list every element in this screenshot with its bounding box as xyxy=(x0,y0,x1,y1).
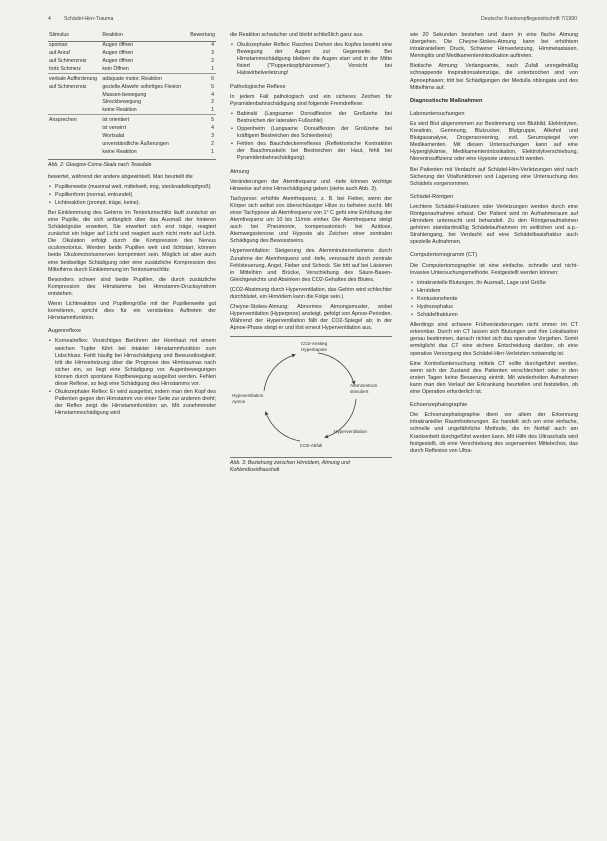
paragraph: Die Echoenzephalographie dient vor allem der Erkennung intrakranieller Raumforderungen. Es handelt sich um eine einfache, schnelle und ungefährliche Methode, die im Notfall auch am Krankenbett durchgeführt werden kann. Mit Hilfe des Ultraschalls wird festgestellt, ob eine Verschiebung des sogenannten Mittelechos, das durch Reflexion von Ultra- xyxy=(410,412,578,454)
figure-label-bottom-right: Hyperventilation xyxy=(334,429,367,435)
cell-stimulus xyxy=(48,107,101,115)
list-item: • Okulozephaler Reflex: Er wird ausgelöst, indem man den Kopf des Patienten gegen den Hirnstamm von einer Seite zur anderen dreht; der Reflex zeigt die Hirnstammfunktion an. Mit zunehmender Hirnstammschädigung wird xyxy=(55,389,216,417)
col-header-stimulus: Stimulus xyxy=(48,32,101,41)
subheading-computertomogramm: Computertomogramm (CT) xyxy=(410,252,478,259)
paragraph: Leichtere Schädel-Frakturen oder Verletzungen werden durch eine Röntgenaufnahme erfasst. Der Patient wird im Aufnahmeraum auf Hirnödem untersucht und behandelt. Zu den Röntgenaufnahmen gehören standardmäßig Schädelaufnahmen im seitlichen und a.p.-Strahlengang, bei Verdacht auf eine Schädelbasisfraktur auch spezielle Aufnahmen. xyxy=(410,203,578,246)
table-row xyxy=(48,125,216,133)
table-caption: Abb. 2: Glasgow-Coma-Skala nach Teasdale xyxy=(48,159,216,169)
cell-bewertung: 4 xyxy=(211,91,214,98)
figure-label-bottom: CO2-Abfall xyxy=(299,443,323,449)
cell-stimulus: auf Anruf xyxy=(49,50,70,57)
paragraph: Eine Kontrolluntersuchung mittels CT sollte durchgeführt werden, wenn sich der Zustand des Patienten verschlechtert oder in den ersten Tagen keine Besserung eintritt. Mit wiederholten Aufnahmen kann man den Verlauf der Erkrankung beurteilen und feststellen, ob eine Operation erforderlich ist. xyxy=(410,360,578,396)
cell-stimulus: auf Schmerzreiz xyxy=(49,83,87,90)
breathing-cycle-figure xyxy=(230,336,392,477)
cell-reaktion: gezielte Abwehr sofortiges Flexion xyxy=(102,83,182,90)
cell-stimulus xyxy=(48,148,101,156)
cell-bewertung: 4 xyxy=(211,125,214,132)
list-item: • Pupillenweite (maximal weit, mittelweit, eng, stecknadelkopfgroß) xyxy=(55,184,216,191)
cell-bewertung: 4 xyxy=(211,42,214,49)
cell-reaktion: ist verwirrt xyxy=(102,125,127,132)
list-item: • Oppenheim (Langsame Dorsalflexion der Großzehe bei kräftigem Bestreichen des Schienbeins) xyxy=(237,126,392,140)
cycle-arc-bottom-left xyxy=(266,413,300,441)
cell-stimulus xyxy=(48,133,101,141)
figure-label-left: Hypoventilation Apnoe xyxy=(232,393,264,404)
cell-bewertung: 3 xyxy=(211,50,214,57)
cell-stimulus: auf Schmerzreiz xyxy=(49,57,87,64)
column-3 xyxy=(410,32,578,458)
cell-reaktion: Augen öffnen xyxy=(102,57,134,64)
cell-bewertung: 2 xyxy=(211,140,214,147)
paragraph: In jedem Fall pathologisch und ein sicheres Zeichen für Pyramidenbahnschädigung sind folgende Fremdreflexe: xyxy=(230,93,392,107)
list-item: • Kontusionsherde xyxy=(417,296,578,303)
cell-reaktion: unverständliche Äußerungen xyxy=(102,140,169,147)
journal-reference: Deutsche Krankenpflegezeitschrift 7/1990 xyxy=(480,16,577,22)
column-1 xyxy=(48,32,216,420)
list-item: • intrakranielle Blutungen, ihr Ausmaß, Lage und Größe xyxy=(417,280,578,287)
table-row xyxy=(48,115,216,125)
table-row xyxy=(48,140,216,148)
cycle-arc-left-top xyxy=(264,355,294,391)
table-row xyxy=(48,107,216,115)
col-header-reaktion: Reaktion xyxy=(101,32,187,41)
cell-reaktion: Augen öffnen xyxy=(102,42,134,49)
table-row xyxy=(48,57,216,65)
subheading-atmung: Atmung xyxy=(230,168,250,175)
cell-stimulus xyxy=(48,99,101,107)
table-row xyxy=(48,83,216,91)
figure-label-right: Atemzentrum stimuliert xyxy=(350,383,378,394)
paragraph: Veränderungen der Atemfrequenz und -tiefe können wichtige Hinweise auf eine Hirnschädigung geben (siehe auch Abb. 3). xyxy=(230,178,392,192)
paragraph: Allerdings sind schwere Frühveränderungen nicht immer im CT erkennbar. Durch ein CT lassen sich Blutungen und ihre Lokalisation genau bestimmen, danach richtet sich das operative Vorgehen. Somit ermöglicht das CT eine sichere Entscheidung darüber, ob eine operative Versorgung des Schädel-Hirn-Verletzten notwendig ist. xyxy=(410,322,578,357)
list-item: • Babinski (Langsamer Dorsalflexion der Großzehe bei Bestreichen der lateralen Fußsohle) xyxy=(237,111,392,125)
cell-stimulus xyxy=(48,140,101,148)
page-number: 4 xyxy=(48,16,51,22)
table-row xyxy=(48,99,216,107)
paragraph: Besonders schwer sind beide Pupillen, die durch zusätzliche Kompression des Hirnstamms bei Hirnstamm-Drucksyndrom entstehen. xyxy=(48,276,216,297)
cell-bewertung: 6 xyxy=(187,73,216,83)
list-item: • Fehlen des Bauchdeckenreflexes (Reflektorische Kontraktion der Bauchmuskeln bei Bestreichen der Haut, fehlt bei Pyramidenbahnschädigung). xyxy=(237,141,392,162)
eye-reflex-list xyxy=(48,338,216,417)
pathological-reflex-list xyxy=(230,111,392,163)
running-header xyxy=(0,14,607,26)
cell-reaktion: Streckbewegung xyxy=(102,99,142,106)
paragraph: Bei Patienten mit Verdacht auf Schädel-Hirn-Verletzungen wird nach Sicherung der Vitalfunktionen und Lagerung eine Untersuchung des Schädels vorgenommen. xyxy=(410,166,578,187)
subheading-echoenzephalographie: Echoenzephalographie xyxy=(410,402,468,409)
table-row xyxy=(48,50,216,58)
cell-reaktion: Massen-bewegung xyxy=(102,91,147,98)
table-row xyxy=(48,148,216,156)
cell-bewertung: 2 xyxy=(211,99,214,106)
subheading-pathologische-reflexe: Pathologische Reflexe xyxy=(230,83,286,90)
pupil-criteria-list xyxy=(48,184,216,207)
col-header-bewertung: Bewertung xyxy=(187,32,216,41)
paragraph: Es wird Blut abgenommen zur Bestimmung von Blutbild, Elektrolyten, Kreatinin, Gerinnung, Blutzucker, Blutgruppe, Alkohol und Blutgasanalyse, Drogenscreening, evtl. Serumspiegel von Medikamenten. Mit diesen Untersuchungen kann auf eine Hyperglykämie, Medikamentenintoxikation, Elektrolytverschiebung, Niereninsuffizienz oder eine Hypoxie untersucht werden. xyxy=(410,120,578,163)
list-item: • Lichtreaktion (prompt, träge, keine). xyxy=(55,200,216,207)
figure-label-top: CO2-Anstieg Hyperkapnie xyxy=(300,341,328,352)
paragraph: die Reaktion schwächer und bleibt schließlich ganz aus. xyxy=(230,32,364,38)
cell-reaktion: Augen öffnen xyxy=(102,50,134,57)
paragraph: Bei Einklemmung des Gehirns im Tentoriumschlitz läuft zunächst an eine Pupille, die sich anfänglich über das Ausmaß der hinteren Schädelgrube erweitert. Sie erweitert sich erst träge, reagiert zunächst ein träger auf Licht und reagiert auch nicht mehr auf Licht. Die Okulation erfolgt durch die Kompression des Nervus oculomotorius. Werden beide Pupillen weit und lichtstarr, können beide Okulomotoriusnerven komprimiert sein. Möglich ist aber auch eine beidseitige Schädigung oder eine zusätzliche Kompression des Mittelhirns durch Einklemmung im Tentoriumschlitz. xyxy=(48,209,216,273)
paragraph: Tachypnoe: erhöhte Atemfrequenz, z. B. bei Fieber, wenn der Körper sich selbst von überschüssiger Hitze zu befreien sucht. Mit einer Tachypnoe ab Atemfrequenz von 1° C geht eine Erhöhung der Atemfrequenz um 10 bis 11/min einher. Die Atemfrequenz steigt auch bei Pneumonie, kompensatorisch bei Azidose, Atemwegsstenose und Hypoxie als Zeichen einer zentralen Schädigung des Bewusstseins. xyxy=(230,195,392,245)
cell-stimulus: trotz Schmerz xyxy=(49,65,81,72)
paragraph: bewertet, während der andere abgewinkelt. Man beurteilt die xyxy=(48,173,193,180)
subheading-laboruntersuchungen: Laboruntersuchungen xyxy=(410,110,465,117)
list-item: • Kornealreflex: Vorsichtiges Berühren der Hornhaut mit einem weichen Tupfer führt bei intakter Hirnstammfunktion zum Lidschluss. Fehlt häufig bei Hirnschädigung und Bewusstlosigkeit; tritt die Hirnverletzung über die Prognose des Hirntraumas nach sicher ein, so liegt eine Schädigung vor. Augenbewegungen können durch spontane Kopfbewegung ausgelöst werden. Fehlen diese Reflexe, so liegt eine Schädigung des Hirnstamms vor. xyxy=(55,338,216,388)
paragraph: Biotische Atmung: Verlangsamte, nach Zufall unregelmäßig schnappende Inspirationsatemzüge, die unterbrochen sind von Apnoephasen; tritt bei Schädigungen der Medulla oblongata und des Mittelhirns auf. xyxy=(410,63,578,91)
gcs-table xyxy=(48,32,216,156)
cell-reaktion: keine Reaktion xyxy=(102,148,137,155)
cell-bewertung: 5 xyxy=(211,83,214,90)
cell-reaktion: keine Reaktion xyxy=(102,107,137,114)
cell-bewertung: 1 xyxy=(211,65,214,72)
cell-bewertung: 2 xyxy=(211,57,214,64)
table-row xyxy=(48,133,216,141)
cell-stimulus xyxy=(48,125,101,133)
cell-reaktion: ist orientiert xyxy=(101,115,187,125)
paragraph: (CO2-Abatmung durch Hyperventilation, das Gehirn wird schlechter durchblutet, ein Hirnödem kann die Folge sein.) xyxy=(230,286,392,300)
cell-reaktion: adäquate motor. Reaktion xyxy=(101,73,187,83)
list-item: • Hirnödem xyxy=(417,288,578,295)
cell-bewertung: 3 xyxy=(211,133,214,140)
section-title: Schädel-Hirn-Trauma xyxy=(64,16,114,22)
cell-bewertung: 5 xyxy=(187,115,216,125)
cell-stimulus: Ansprechen xyxy=(48,115,101,125)
cell-bewertung: 1 xyxy=(211,107,214,114)
paragraph: wie 20 Sekunden bestehen und dann in eine flache Atmung übergehen. Die Cheyne-Stokes-Atmung kann bei erhöhtem intrakraniellem Druck, Schwerer Hirnverletzung, Hirnmetastasen, Meningitis und Medikamentenintoxikation auftreten. xyxy=(410,32,578,60)
figure-caption: Abb. 3: Beziehung zwischen Hirnödem, Atmung und Kohlendioxidhaushalt xyxy=(230,457,392,473)
list-item: • Pupillenform (normal, entrundet) xyxy=(55,192,216,199)
list-item: • Schädelfrakturen xyxy=(417,312,578,319)
table-row xyxy=(48,65,216,73)
paragraph: Wenn Lichtreaktion und Pupillengröße mit der Pupillenweite gut korrelieren, spricht dies für ein verstärktes Auftreten der Hirnstammfunktion. xyxy=(48,301,216,322)
subheading-augenreflexe: Augenreflexe xyxy=(48,328,81,335)
heading-diagnostische-massnahmen: Diagnostische Maßnahmen xyxy=(410,97,483,104)
paragraph: Cheyne-Stokes-Atmung: Abnormes Atmungsmuster, wobei Hyperventilation (Hyperpnoe) ansteigt, gefolgt von Apnoe-Perioden. Während der Hyperventilation fällt der CO2-Spiegel ab; in der Apnoe-Phase steigt er und löst erneut Hyperventilation aus. xyxy=(230,304,392,332)
table-row xyxy=(48,91,216,99)
list-item: • Hydrozephalus xyxy=(417,304,578,311)
paragraph: Hyperventilation: Steigerung des Atemminutenvolumens durch Zunahme der Atemfrequenz und -tiefe, verursacht durch zentrale Fehlsteuerung, Angst, Fieber und Schock. Sie tritt auf bei Läsionen in Mittelhirn und Brücke, Verschiebung des Säure-Basen-Gleichgewichts und Absinken des CO2-Gehaltes des Blutes. xyxy=(230,248,392,283)
cell-stimulus: spontan xyxy=(49,42,68,49)
cell-bewertung: 1 xyxy=(211,148,214,155)
list-item: • Okulozephaler Reflex: Rasches Drehen des Kopfes bewirkt eine Bewegung der Augen zur Gegenseite. Bei Hirnstammschädigung bleiben die Augen starr und in der Mitte fixiert ("Puppenkopfphänomen"). Vorsicht bei Halswirbelverletzung! xyxy=(237,42,392,77)
cell-reaktion: Wortsalat xyxy=(102,133,125,140)
subheading-schaedel-roentgen: Schädel-Röntgen xyxy=(410,193,454,200)
cell-stimulus xyxy=(48,91,101,99)
paragraph: Die Computertomographie ist eine einfache, schnelle und nicht-invasive Untersuchungsmethode. Festgestellt werden können: xyxy=(410,262,578,276)
cycle-arc-top-right xyxy=(318,353,354,383)
table-row xyxy=(48,73,216,83)
table-row xyxy=(48,41,216,49)
ct-findings-list xyxy=(410,280,578,319)
cell-reaktion: kein Öffnen xyxy=(102,65,129,72)
cell-stimulus: verbale Aufforderung xyxy=(48,73,101,83)
reflex-list xyxy=(230,42,392,77)
table-header-row xyxy=(48,32,216,41)
column-2 xyxy=(230,32,392,477)
gcs-table-body xyxy=(48,41,216,156)
